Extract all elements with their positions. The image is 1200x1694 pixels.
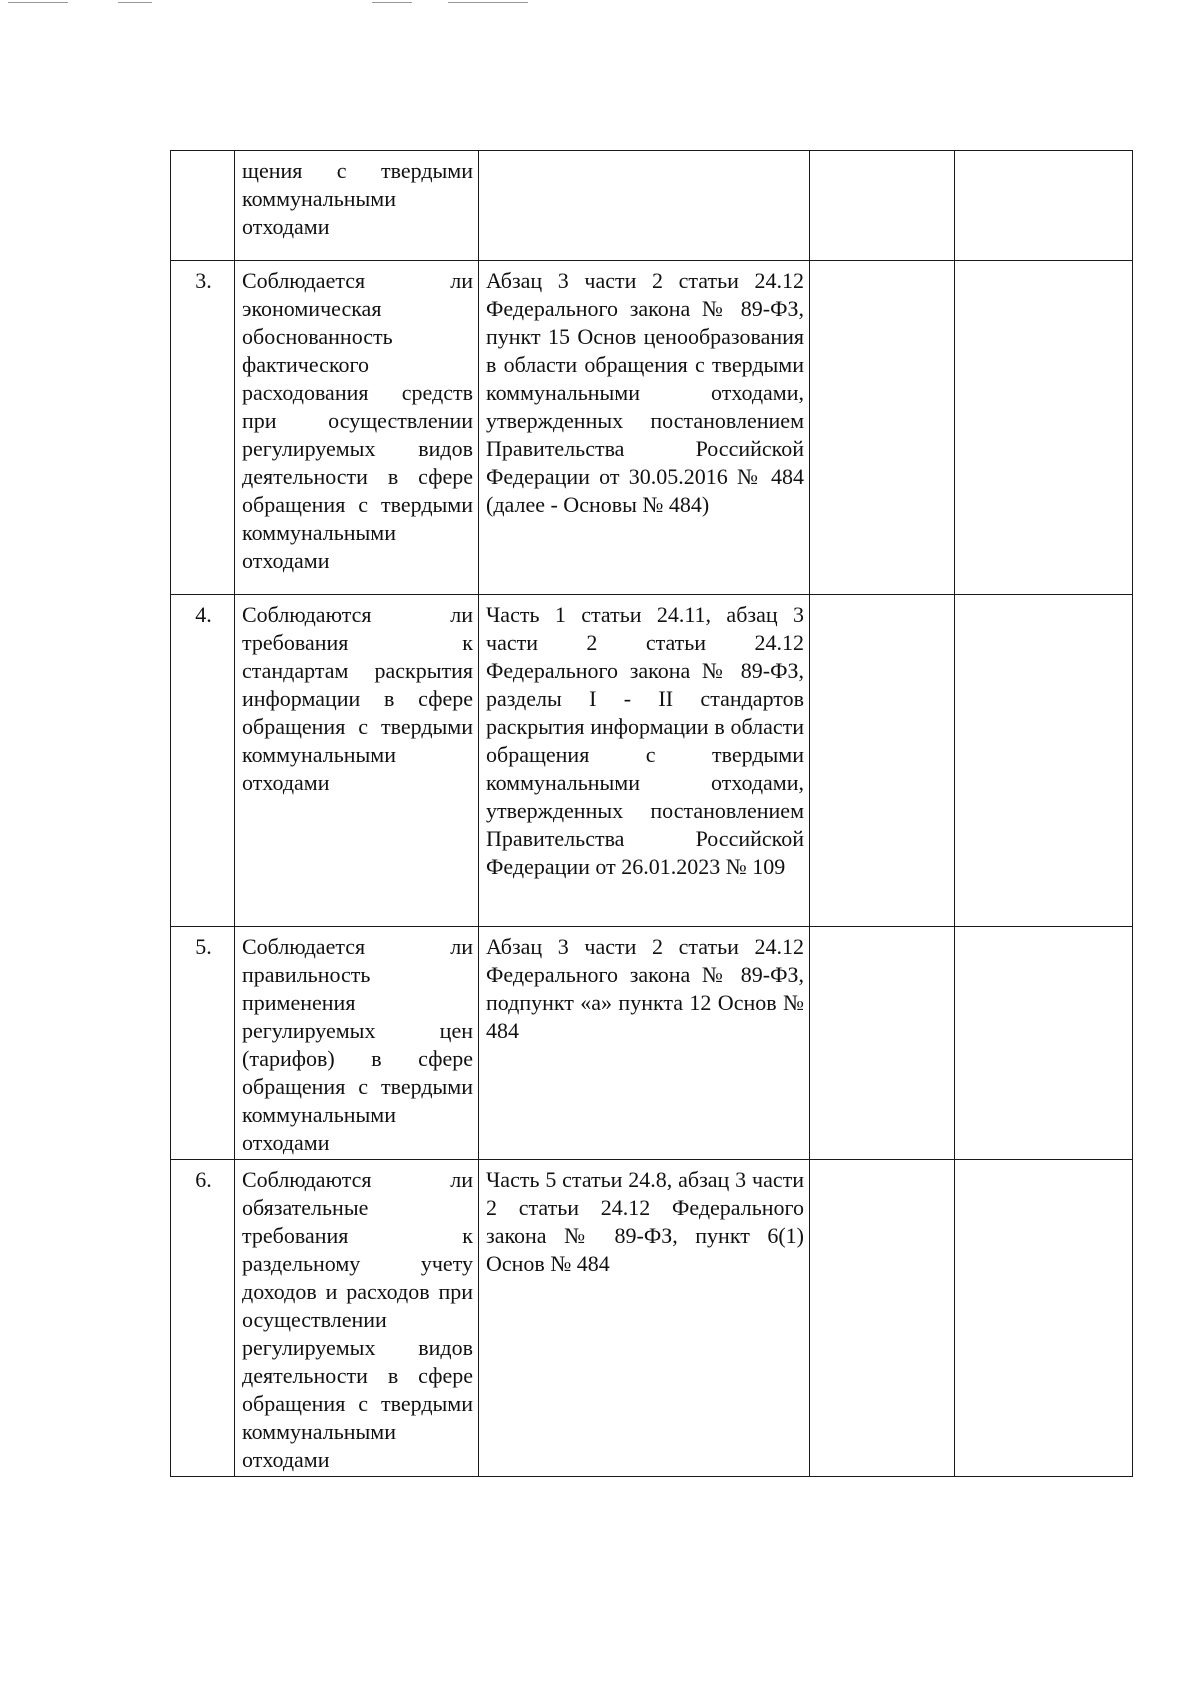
row-note-cell	[955, 151, 1133, 261]
table-row	[171, 927, 1133, 1160]
checklist-table	[170, 150, 1133, 1477]
row-reference: Часть 5 статьи 24.8, абзац 3 части 2 статьи 24.12 Федерального закона № 89-ФЗ, пункт 6(1) Основ № 484	[479, 1160, 810, 1477]
row-question: Соблюдается ли экономическая обоснованность фактического расходования средств при осуществлении регулируемых видов деятельности в сфере обращения с твердыми коммунальными отходами	[235, 261, 479, 595]
row-answer-cell	[810, 1160, 955, 1477]
scan-edge-marks	[0, 0, 1200, 6]
row-reference: Абзац 3 части 2 статьи 24.12 Федерального закона № 89-ФЗ, подпункт «а» пункта 12 Основ № 484	[479, 927, 810, 1160]
row-note-cell	[955, 261, 1133, 595]
row-answer-cell	[810, 151, 955, 261]
row-question: Соблюдаются ли обязательные требования к раздельному учету доходов и расходов при осуществлении регулируемых видов деятельности в сфере обращения с твердыми коммунальными отходами	[235, 1160, 479, 1477]
row-answer-cell	[810, 927, 955, 1160]
row-number	[171, 151, 235, 261]
row-answer-cell	[810, 261, 955, 595]
row-question: Соблюдаются ли требования к стандартам раскрытия информации в сфере обращения с твердыми коммунальными отходами	[235, 595, 479, 927]
row-number: 5.	[171, 927, 235, 1160]
table-row	[171, 151, 1133, 261]
row-question: щения с твердыми коммунальными отходами	[235, 151, 479, 261]
row-note-cell	[955, 595, 1133, 927]
table-row	[171, 1160, 1133, 1477]
row-question: Соблюдается ли правильность применения регулируемых цен (тарифов) в сфере обращения с твердыми коммунальными отходами	[235, 927, 479, 1160]
table-row	[171, 261, 1133, 595]
row-reference: Абзац 3 части 2 статьи 24.12 Федерального закона № 89-ФЗ, пункт 15 Основ ценообразования в области обращения с твердыми коммунальными отходами, утвержденных постановлением Правительства Российской Федерации от 30.05.2016 № 484 (далее - Основы № 484)	[479, 261, 810, 595]
table-row	[171, 595, 1133, 927]
row-number: 4.	[171, 595, 235, 927]
row-reference: Часть 1 статьи 24.11, абзац 3 части 2 статьи 24.12 Федерального закона № 89-ФЗ, разделы I - II стандартов раскрытия информации в области обращения с твердыми коммунальными отходами, утвержденных постановлением Правительства Российской Федерации от 26.01.2023 № 109	[479, 595, 810, 927]
row-number: 3.	[171, 261, 235, 595]
row-reference	[479, 151, 810, 261]
row-number: 6.	[171, 1160, 235, 1477]
row-answer-cell	[810, 595, 955, 927]
row-note-cell	[955, 1160, 1133, 1477]
row-note-cell	[955, 927, 1133, 1160]
